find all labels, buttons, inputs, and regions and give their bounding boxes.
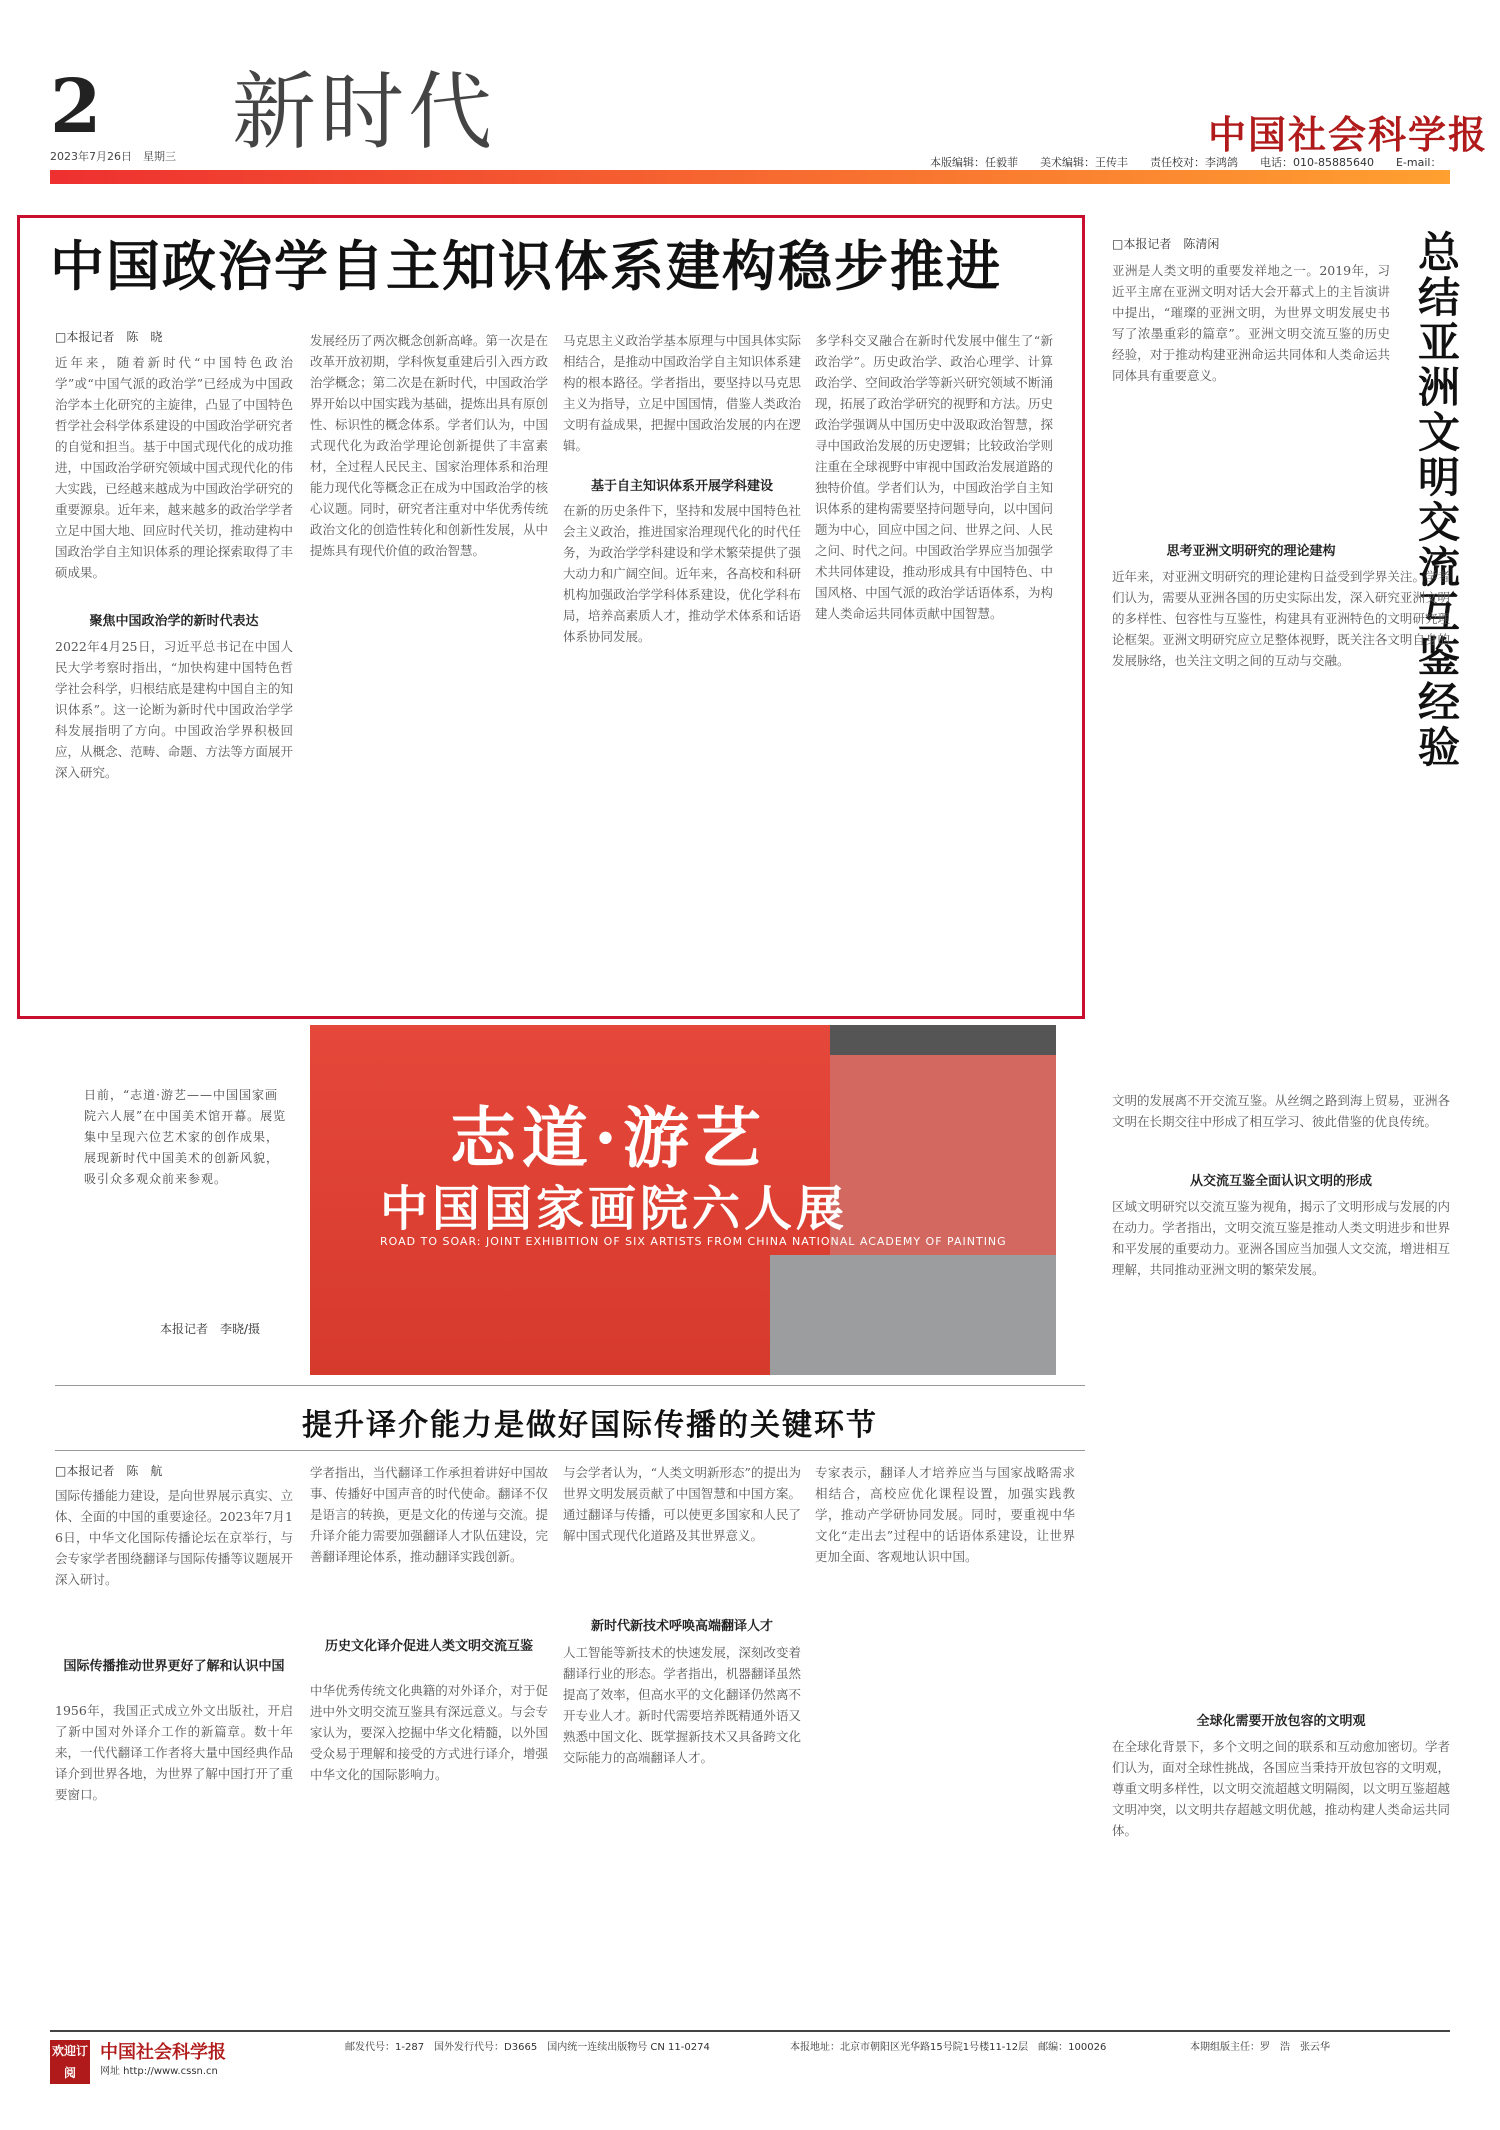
second-article-subheading-2: 历史文化译介促进人类文明交流互鉴 (324, 1639, 533, 1654)
second-article-title: 提升译介能力是做好国际传播的关键环节 (302, 1408, 878, 1443)
side-article-byline: □本报记者 陈清闲 (1112, 237, 1220, 251)
second-article-column-1: 国际传播能力建设，是向世界展示真实、立体、全面的中国的重要途径。2023年7月16日，中华文化国际传播论坛在京举行，与会专家学者围绕翻译与国际传播等议题展开深入研讨。 (55, 1488, 293, 1587)
subscribe-badge: 欢迎订阅 (50, 2040, 90, 2084)
lead-article-title: 中国政治学自主知识体系建构稳步推进 (50, 235, 1002, 298)
lead-article-column-1b: 2022年4月25日，习近平总书记在中国人民大学考察时指出，“加快构建中国特色哲学社会科学，归根结底是建构中国自主的知识体系”。这一论断为新时代中国政治学学科发展指明了方向。中国政治学界积极回应，从概念、范畴、命题、方法等方面展开深入研究。 (55, 639, 293, 780)
section-title: 新时代 (232, 63, 497, 161)
masthead-logo: 中国社会科学报 (1208, 112, 1489, 157)
second-article-column-3b: 人工智能等新技术的快速发展，深刻改变着翻译行业的形态。学者指出，机器翻译虽然提高了效率，但高水平的文化翻译仍然离不开专业人才。新时代需要培养既精通外语又熟悉中国文化、既掌握新技术又具备跨文化交际能力的高端翻译人才。 (563, 1645, 801, 1765)
side-article-subheading-1: 思考亚洲文明研究的理论建构 (1166, 544, 1336, 559)
photo-credit: 本报记者 李晓/摄 (160, 1322, 261, 1336)
footer-divider (50, 2030, 1450, 2032)
second-article-column-3: 与会学者认为，“人类文明新形态”的提出为世界文明发展贡献了中国智慧和中国方案。通过翻译与传播，可以使更多国家和人民了解中国式现代化道路及其世界意义。 (563, 1465, 801, 1543)
lead-article-subheading-1: 聚焦中国政治学的新时代表达 (89, 614, 259, 629)
photo-exhibition-subtitle: 中国国家画院六人展 (380, 1181, 849, 1237)
divider (55, 1450, 1085, 1451)
lead-article-column-3b: 在新的历史条件下，坚持和发展中国特色社会主义政治，推进国家治理现代化的时代任务，为政治学学科建设和学术繁荣提供了强大动力和广阔空间。近年来，各高校和科研机构加强政治学学科体系建设，优化学科布局，培养高素质人才，推动学术体系和话语体系协同发展。 (563, 503, 801, 644)
photo-gallery-wall (830, 1055, 1056, 1255)
footer-paper-name: 中国社会科学报 (100, 2042, 226, 2063)
side-article-subheading-2: 从交流互鉴全面认识文明的形成 (1189, 1174, 1372, 1189)
divider (55, 1385, 1085, 1386)
second-article-column-1b: 1956年，我国正式成立外文出版社，开启了新中国对外译介工作的新篇章。数十年来，一代代翻译工作者将大量中国经典作品译介到世界各地，为世界了解中国打开了重要窗口。 (55, 1703, 293, 1802)
side-article-column-1c: 文明的发展离不开交流互鉴。从丝绸之路到海上贸易，亚洲各文明在长期交往中形成了相互学习、彼此借鉴的优良传统。 (1112, 1093, 1450, 1129)
second-article-column-2b: 中华优秀传统文化典籍的对外译介，对于促进中外文明交流互鉴具有深远意义。与会专家认为，要深入挖掘中华文化精髓，以外国受众易于理解和接受的方式进行译介，增强中华文化的国际影响力。 (310, 1683, 548, 1782)
photo-ceiling (830, 1025, 1056, 1055)
exhibition-photo (310, 1025, 1056, 1375)
side-article-column-1d: 区域文明研究以交流互鉴为视角，揭示了文明形成与发展的内在动力。学者指出，文明交流互鉴是推动人类文明进步和世界和平发展的重要动力。亚洲各国应当加强人文交流，增进相互理解，共同推动亚洲文明的繁荣发展。 (1112, 1199, 1450, 1277)
second-article-subheading-3: 新时代新技术呼唤高端翻译人才 (590, 1619, 773, 1634)
header-color-bar (50, 170, 1450, 184)
lead-article-column-4: 多学科交叉融合在新时代发展中催生了“新政治学”。历史政治学、政治心理学、计算政治学、空间政治学等新兴研究领域不断涌现，拓展了政治学研究的视野和方法。历史政治学强调从中国历史中汲取政治智慧，探寻中国政治发展的历史逻辑；比较政治学则注重在全球视野中审视中国政治发展道路的独特价值。学者们认为，中国政治学自主知识体系的建构需要坚持问题导向，以中国问题为中心，回应中国之问、世界之问、人民之问、时代之问。中国政治学界应当加强学术共同体建设，推动形成具有中国特色、中国风格、中国气派的政治学话语体系，为构建人类命运共同体贡献中国智慧。 (815, 333, 1053, 621)
footer-info-1: 邮发代号：1-287 国外发行代号：D3665 国内统一连续出版物号 CN 11-0274 (345, 2042, 710, 2053)
lead-article-column-1: 近年来，随着新时代“中国特色政治学”或“中国气派的政治学”已经成为中国政治学本土化研究的主旋律，凸显了中国特色哲学社会科学体系建设的中国政治学研究者的自觉和担当。基于中国式现代化的成功推进，中国政治学研究领域中国式现代化的伟大实践，已经越来越成为中国政治学研究的重要源泉。近年来，越来越多的政治学学者立足中国大地、回应时代关切，推动建构中国政治学自主知识体系的理论探索取得了丰硕成果。 (55, 355, 293, 580)
editor-credits: 本版编辑：任毅菲 美术编辑：王传丰 责任校对：李鸿鸽 电话：010-85885640 E-mail： (930, 156, 1442, 169)
lead-article-column-2: 发展经历了两次概念创新高峰。第一次是在改革开放初期，学科恢复重建后引入西方政治学概念；第二次是在新时代，中国政治学界开始以中国实践为基础，提炼出具有原创性、标识性的概念体系。学者们认为，中国式现代化为政治学理论创新提供了丰富素材，全过程人民民主、国家治理体系和治理能力现代化等概念正在成为中国政治学的核心议题。同时，研究者注重对中华优秀传统政治文化的创造性转化和创新性发展，从中提炼具有现代价值的政治智慧。 (310, 333, 548, 558)
side-article-column-1: 亚洲是人类文明的重要发祥地之一。2019年，习近平主席在亚洲文明对话大会开幕式上的主旨演讲中提出，“璀璨的亚洲文明，为世界文明发展史书写了浓墨重彩的篇章”。亚洲文明交流互鉴的历史经验，对于推动构建亚洲命运共同体和人类命运共同体具有重要意义。 (1112, 263, 1390, 383)
lead-article-subheading-2: 基于自主知识体系开展学科建设 (590, 479, 773, 494)
second-article-column-4: 专家表示，翻译人才培养应当与国家战略需求相结合，高校应优化课程设置，加强实践教学，推动产学研协同发展。同时，要重视中华文化“走出去”过程中的话语体系建设，让世界更加全面、客观地认识中国。 (815, 1465, 1075, 1564)
photo-exhibition-english: ROAD TO SOAR: JOINT EXHIBITION OF SIX ARTISTS FROM CHINA NATIONAL ACADEMY OF PAINTING (380, 1235, 1007, 1248)
second-article-byline: □本报记者 陈 航 (55, 1464, 163, 1478)
photo-caption: 日前，“志道·游艺——中国国家画院六人展”在中国美术馆开幕。展览集中呈现六位艺术家的创作成果，展现新时代中国美术的创新风貌，吸引众多观众前来参观。 (84, 1088, 287, 1186)
footer-info-3: 本期组版主任：罗 浩 张云华 (1190, 2042, 1330, 2053)
photo-floor (770, 1255, 1056, 1375)
side-article-column-1b: 近年来，对亚洲文明研究的理论建构日益受到学界关注。学者们认为，需要从亚洲各国的历史实际出发，深入研究亚洲文明的多样性、包容性与互鉴性，构建具有亚洲特色的文明研究理论框架。亚洲文明研究应立足整体视野，既关注各文明自身的发展脉络，也关注文明之间的互动与交融。 (1112, 569, 1450, 668)
page-number: 2 (50, 64, 102, 150)
second-article-column-2: 学者指出，当代翻译工作承担着讲好中国故事、传播好中国声音的时代使命。翻译不仅是语言的转换，更是文化的传递与交流。提升译介能力需要加强翻译人才队伍建设，完善翻译理论体系，推动翻译实践创新。 (310, 1465, 548, 1564)
side-article-column-1e: 在全球化背景下，多个文明之间的联系和互动愈加密切。学者们认为，面对全球性挑战，各国应当秉持开放包容的文明观，尊重文明多样性，以文明交流超越文明隔阂，以文明互鉴超越文明冲突，以文明共存超越文明优越，推动构建人类命运共同体。 (1112, 1739, 1450, 1838)
second-article-subheading-1: 国际传播推动世界更好了解和认识中国 (63, 1659, 285, 1674)
footer-website: 网址 http://www.cssn.cn (100, 2066, 218, 2077)
photo-exhibition-title: 志道·游艺 (450, 1099, 767, 1177)
side-article-title: 总结亚洲文明交流互鉴经验 (1412, 230, 1461, 770)
lead-article-column-3: 马克思主义政治学基本原理与中国具体实际相结合，是推动中国政治学自主知识体系建构的根本路径。学者指出，要坚持以马克思主义为指导，立足中国国情，借鉴人类政治文明有益成果，把握中国政治发展的内在逻辑。 (563, 333, 801, 453)
lead-article-byline: □本报记者 陈 晓 (55, 330, 163, 344)
footer-info-2: 本报地址：北京市朝阳区光华路15号院1号楼11-12层 邮编：100026 (790, 2042, 1107, 2053)
dateline: 2023年7月26日 星期三 (50, 150, 176, 163)
side-article-subheading-3: 全球化需要开放包容的文明观 (1196, 1714, 1366, 1729)
